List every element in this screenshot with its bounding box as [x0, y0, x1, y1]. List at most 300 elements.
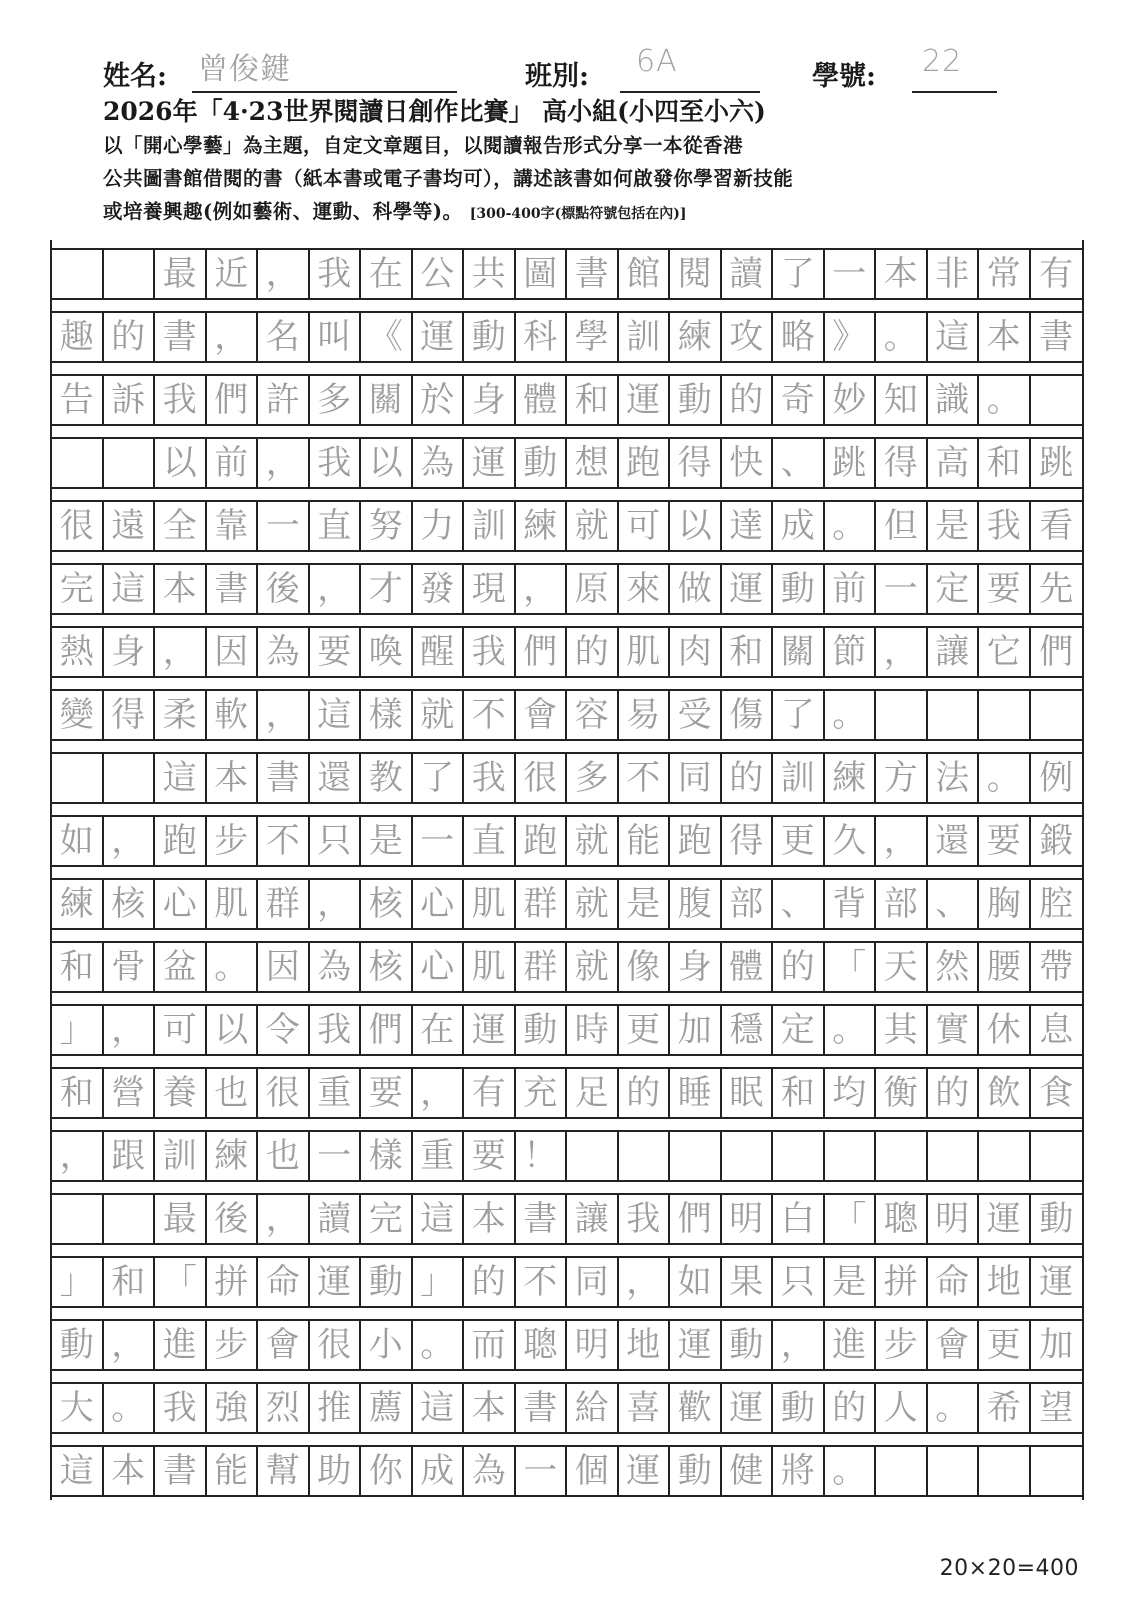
- grid-cell: 同: [567, 1258, 619, 1306]
- grid-cell: 。: [825, 691, 877, 739]
- grid-cell: 我: [979, 502, 1031, 550]
- grid-cell: 這: [928, 313, 980, 361]
- grid-cell: 識: [928, 376, 980, 424]
- grid-cell: 聰: [876, 1195, 928, 1243]
- grid-cell: 就: [567, 880, 619, 928]
- grid-cell: 群: [258, 880, 310, 928]
- grid-cell: 很: [310, 1321, 362, 1369]
- grid-cell: [1031, 376, 1083, 424]
- grid-cell: 「: [825, 1195, 877, 1243]
- grid-row: [52, 563, 1082, 615]
- grid-cell: 跑: [155, 817, 207, 865]
- grid-cell: 《: [361, 313, 413, 361]
- grid-cell: 多: [310, 376, 362, 424]
- grid-cell: 快: [722, 439, 774, 487]
- grid-cell: [104, 1195, 156, 1243]
- grid-cell: 的: [464, 1258, 516, 1306]
- grid-cell: 充: [516, 1069, 568, 1117]
- grid-cell: 個: [567, 1447, 619, 1495]
- grid-cell: 奇: [773, 376, 825, 424]
- grid-cell: 靠: [207, 502, 259, 550]
- grid-cell: 只: [773, 1258, 825, 1306]
- grid-cell: 推: [310, 1384, 362, 1432]
- grid-cell: 喜: [619, 1384, 671, 1432]
- grid-cell: 肌: [207, 880, 259, 928]
- grid-cell: 要: [310, 628, 362, 676]
- grid-row: [52, 689, 1082, 741]
- grid-cell: ！: [516, 1132, 568, 1180]
- grid-cell: 前: [825, 565, 877, 613]
- grid-cell: 例: [1039, 758, 1074, 798]
- grid-cell: 告: [52, 376, 104, 424]
- grid-cell: 做: [670, 565, 722, 613]
- grid-cell: ，: [258, 439, 310, 487]
- grid-cell: 步: [207, 1321, 259, 1369]
- grid-cell: 一: [413, 817, 465, 865]
- grid-cell: 如: [670, 1258, 722, 1306]
- grid-cell: 力: [413, 502, 465, 550]
- grid-cell: 讓: [928, 628, 980, 676]
- grid-cell: 關: [361, 376, 413, 424]
- grid-cell: 其: [876, 1006, 928, 1054]
- student-no-underline: [912, 91, 997, 93]
- grid-cell: 這: [104, 565, 156, 613]
- grid-cell: 也: [258, 1132, 310, 1180]
- grid-cell: 聰: [516, 1321, 568, 1369]
- grid-cell: ，: [516, 565, 568, 613]
- grid-cell: 能: [207, 1447, 259, 1495]
- grid-cell: 如: [52, 817, 104, 865]
- grid-cell: 「: [825, 943, 877, 991]
- class-value: 6A: [636, 44, 678, 79]
- grid-cell: 得: [104, 691, 156, 739]
- grid-cell: 一: [516, 1447, 568, 1495]
- grid-row: [52, 437, 1082, 489]
- grid-cell: 定: [773, 1006, 825, 1054]
- grid-row: [52, 500, 1082, 552]
- grid-cell: 趣: [52, 313, 104, 361]
- grid-cell: 為: [258, 628, 310, 676]
- grid-cell: 心: [413, 943, 465, 991]
- grid-cell: [979, 691, 1031, 739]
- grid-cell: ，: [619, 1258, 671, 1306]
- grid-cell: 成: [773, 502, 825, 550]
- grid-cell: 重: [310, 1069, 362, 1117]
- grid-cell: 「: [155, 1258, 207, 1306]
- grid-cell: 近: [207, 250, 259, 298]
- grid-cell: 傷: [722, 691, 774, 739]
- grid-cell: [825, 1132, 877, 1180]
- grid-cell: ，: [876, 628, 928, 676]
- grid-cell: 就: [413, 691, 465, 739]
- grid-cell: 我: [155, 1384, 207, 1432]
- grid-cell: 的: [825, 1384, 877, 1432]
- grid-cell: 書: [155, 1447, 207, 1495]
- grid-cell: 柔: [155, 691, 207, 739]
- grid-cell: 這: [413, 1195, 465, 1243]
- grid-cell: 。: [979, 754, 1031, 802]
- grid-cell: 教: [361, 754, 413, 802]
- grid-cell: 肌: [464, 943, 516, 991]
- grid-cell: 很: [258, 1069, 310, 1117]
- grid-cell: 的: [773, 943, 825, 991]
- grid-cell: 、: [773, 439, 825, 487]
- grid-cell: 的: [619, 1069, 671, 1117]
- grid-cell: 我: [310, 439, 362, 487]
- grid-cell: 練: [516, 502, 568, 550]
- grid-cell: 們: [670, 1195, 722, 1243]
- grid-cell: 跟: [104, 1132, 156, 1180]
- grid-cell: 大: [52, 1384, 104, 1432]
- grid-cell: 像: [619, 943, 671, 991]
- grid-cell: 實: [928, 1006, 980, 1054]
- grid-cell: 學: [567, 313, 619, 361]
- essay-grid: [50, 240, 1084, 1500]
- grid-cell: 也: [207, 1069, 259, 1117]
- grid-cell: 不: [619, 754, 671, 802]
- grid-cell: 還: [310, 754, 362, 802]
- grid-cell: 努: [361, 502, 413, 550]
- grid-cell: 加: [670, 1006, 722, 1054]
- grid-cell: 是: [928, 502, 980, 550]
- grid-cell: 書: [155, 313, 207, 361]
- form-header: [0, 0, 1131, 230]
- grid-cell: 為: [413, 439, 465, 487]
- grid-cell: 加: [1039, 1325, 1074, 1365]
- grid-row: [52, 941, 1082, 993]
- grid-cell: ，: [104, 817, 156, 865]
- grid-cell: 肉: [670, 628, 722, 676]
- grid-cell: 要: [464, 1132, 516, 1180]
- grid-cell: 可: [155, 1006, 207, 1054]
- grid-cell: 直: [310, 502, 362, 550]
- grid-cell: 群: [516, 943, 568, 991]
- grid-cell: 和: [773, 1069, 825, 1117]
- grid-cell: 讓: [567, 1195, 619, 1243]
- grid-cell: 一: [825, 250, 877, 298]
- grid-cell: 動: [464, 313, 516, 361]
- grid-cell: 訓: [773, 754, 825, 802]
- grid-row: [52, 1004, 1082, 1056]
- grid-cell: 果: [722, 1258, 774, 1306]
- grid-cell: 、: [773, 880, 825, 928]
- grid-cell: 明: [722, 1195, 774, 1243]
- grid-row: [52, 311, 1082, 363]
- grid-cell: 法: [928, 754, 980, 802]
- grid-cell: 這: [310, 691, 362, 739]
- grid-cell: 腔: [1039, 884, 1074, 924]
- grid-cell: ，: [258, 250, 310, 298]
- grid-cell: 拼: [207, 1258, 259, 1306]
- grid-cell: 這: [413, 1384, 465, 1432]
- grid-cell: 發: [413, 565, 465, 613]
- grid-cell: 部: [876, 880, 928, 928]
- grid-cell: 得: [670, 439, 722, 487]
- grid-cell: 為: [310, 943, 362, 991]
- grid-cell: 而: [464, 1321, 516, 1369]
- grid-cell: 運: [722, 565, 774, 613]
- grid-cell: 進: [155, 1321, 207, 1369]
- grid-cell: 軟: [207, 691, 259, 739]
- grid-cell: 。: [104, 1384, 156, 1432]
- grid-cell: 變: [52, 691, 104, 739]
- grid-cell: 但: [876, 502, 928, 550]
- grid-cell: 望: [1039, 1388, 1074, 1428]
- grid-cell: 運: [670, 1321, 722, 1369]
- grid-cell: 衡: [876, 1069, 928, 1117]
- grid-cell: 達: [722, 502, 774, 550]
- grid-cell: [876, 1132, 928, 1180]
- grid-cell: 。: [979, 376, 1031, 424]
- grid-cell: 將: [773, 1447, 825, 1495]
- grid-cell: 們: [516, 628, 568, 676]
- grid-cell: 館: [619, 250, 671, 298]
- grid-cell: 名: [258, 313, 310, 361]
- grid-cell: 核: [361, 943, 413, 991]
- grid-cell: 地: [979, 1258, 1031, 1306]
- grid-cell: 要: [361, 1069, 413, 1117]
- grid-cell: 運: [619, 376, 671, 424]
- student-no-value: 22: [922, 44, 963, 79]
- grid-cell: 的: [567, 628, 619, 676]
- grid-cell: 心: [155, 880, 207, 928]
- grid-cell: 動: [52, 1321, 104, 1369]
- grid-cell: [52, 439, 104, 487]
- grid-row: [52, 248, 1082, 300]
- grid-cell: [1031, 691, 1083, 739]
- grid-cell: 能: [619, 817, 671, 865]
- grid-cell: [1031, 1132, 1083, 1180]
- grid-cell: 妙: [825, 376, 877, 424]
- grid-cell: 書: [1039, 317, 1074, 357]
- grid-cell: 讀: [722, 250, 774, 298]
- instruction-line-2: 公共圖書館借閱的書（紙本書或電子書均可），講述該書如何啟發你學習新技能: [103, 167, 794, 190]
- grid-cell: 和: [52, 1069, 104, 1117]
- grid-cell: 一: [876, 565, 928, 613]
- grid-cell: 熱: [52, 628, 104, 676]
- grid-cell: [670, 1132, 722, 1180]
- grid-row: [52, 374, 1082, 426]
- grid-cell: 肌: [619, 628, 671, 676]
- grid-cell: 我: [464, 754, 516, 802]
- grid-row: [52, 1445, 1082, 1497]
- grid-cell: 書: [516, 1195, 568, 1243]
- grid-row: [52, 626, 1082, 678]
- grid-cell: 我: [464, 628, 516, 676]
- grid-cell: 步: [876, 1321, 928, 1369]
- grid-cell: 以: [361, 439, 413, 487]
- grid-cell: [1031, 1447, 1083, 1495]
- grid-row: [52, 1256, 1082, 1308]
- grid-cell: 完: [52, 565, 104, 613]
- grid-cell: 跳: [825, 439, 877, 487]
- grid-cell: 息: [1039, 1010, 1074, 1050]
- grid-cell: ，: [104, 1006, 156, 1054]
- grid-cell: 的: [722, 754, 774, 802]
- grid-cell: 》: [825, 313, 877, 361]
- grid-size-note: 20×20=400: [939, 1556, 1079, 1581]
- grid-cell: 核: [361, 880, 413, 928]
- grid-row: [52, 1319, 1082, 1371]
- grid-cell: 足: [567, 1069, 619, 1117]
- grid-cell: 體: [516, 376, 568, 424]
- grid-row: [52, 1193, 1082, 1245]
- grid-cell: 和: [567, 376, 619, 424]
- grid-cell: 共: [464, 250, 516, 298]
- grid-cell: 。: [825, 502, 877, 550]
- grid-cell: 本: [876, 250, 928, 298]
- grid-cell: 直: [464, 817, 516, 865]
- grid-cell: [567, 1132, 619, 1180]
- grid-cell: 本: [464, 1384, 516, 1432]
- grid-cell: 樣: [361, 691, 413, 739]
- grid-cell: 跑: [619, 439, 671, 487]
- grid-cell: 動: [670, 1447, 722, 1495]
- grid-cell: 、: [928, 880, 980, 928]
- grid-cell: [876, 1447, 928, 1495]
- grid-cell: 助: [310, 1447, 362, 1495]
- grid-cell: 在: [413, 1006, 465, 1054]
- grid-cell: 很: [52, 502, 104, 550]
- grid-cell: ，: [52, 1132, 104, 1180]
- grid-cell: [52, 1195, 104, 1243]
- grid-cell: 的: [722, 376, 774, 424]
- grid-cell: 骨: [104, 943, 156, 991]
- grid-cell: 飲: [979, 1069, 1031, 1117]
- grid-cell: 我: [619, 1195, 671, 1243]
- grid-cell: 薦: [361, 1384, 413, 1432]
- name-label: 姓名:: [103, 61, 167, 92]
- grid-cell: 時: [567, 1006, 619, 1054]
- grid-cell: 想: [567, 439, 619, 487]
- grid-cell: 拼: [876, 1258, 928, 1306]
- grid-cell: 了: [773, 250, 825, 298]
- grid-cell: 肌: [464, 880, 516, 928]
- grid-cell: 動: [1039, 1199, 1074, 1239]
- grid-cell: 體: [722, 943, 774, 991]
- grid-row: [52, 1067, 1082, 1119]
- grid-cell: 然: [928, 943, 980, 991]
- grid-cell: [104, 250, 156, 298]
- grid-cell: 許: [258, 376, 310, 424]
- grid-cell: 很: [516, 754, 568, 802]
- grid-cell: 幫: [258, 1447, 310, 1495]
- grid-cell: 跑: [516, 817, 568, 865]
- grid-cell: 書: [207, 565, 259, 613]
- grid-cell: 關: [773, 628, 825, 676]
- grid-cell: 現: [464, 565, 516, 613]
- grid-cell: 希: [979, 1384, 1031, 1432]
- instruction-line-1: 以「開心學藝」為主題，自定文章題目，以閱讀報告形式分享一本從香港: [103, 134, 744, 157]
- grid-cell: 一: [310, 1132, 362, 1180]
- grid-cell: [928, 691, 980, 739]
- grid-cell: 心: [413, 880, 465, 928]
- grid-cell: 喚: [361, 628, 413, 676]
- grid-cell: 不: [464, 691, 516, 739]
- grid-cell: 高: [928, 439, 980, 487]
- grid-cell: 看: [1039, 506, 1074, 546]
- grid-cell: 明: [567, 1321, 619, 1369]
- grid-cell: 運: [464, 1006, 516, 1054]
- grid-cell: 更: [979, 1321, 1031, 1369]
- grid-cell: 練: [825, 754, 877, 802]
- grid-cell: 略: [773, 313, 825, 361]
- grid-cell: 們: [207, 376, 259, 424]
- grid-cell: 的: [928, 1069, 980, 1117]
- grid-cell: 它: [979, 628, 1031, 676]
- grid-cell: 人: [876, 1384, 928, 1432]
- grid-cell: 地: [619, 1321, 671, 1369]
- grid-cell: 成: [413, 1447, 465, 1495]
- grid-cell: 公: [413, 250, 465, 298]
- grid-cell: 腰: [979, 943, 1031, 991]
- grid-cell: 白: [773, 1195, 825, 1243]
- grid-cell: 閱: [670, 250, 722, 298]
- grid-cell: 強: [207, 1384, 259, 1432]
- grid-cell: 是: [825, 1258, 877, 1306]
- grid-cell: 天: [876, 943, 928, 991]
- grid-cell: 睡: [670, 1069, 722, 1117]
- grid-cell: 讀: [310, 1195, 362, 1243]
- grid-cell: 常: [979, 250, 1031, 298]
- grid-cell: 易: [619, 691, 671, 739]
- name-value: 曾俊鍵: [198, 52, 291, 87]
- grid-cell: 我: [310, 250, 362, 298]
- word-count-note: [300-400字(標點符號包括在內)]: [469, 206, 687, 222]
- grid-cell: 運: [1039, 1262, 1074, 1302]
- grid-cell: ，: [104, 1321, 156, 1369]
- grid-cell: 以: [155, 439, 207, 487]
- grid-cell: 本: [464, 1195, 516, 1243]
- grid-cell: 休: [979, 1006, 1031, 1054]
- grid-row: [52, 1130, 1082, 1182]
- grid-cell: [104, 439, 156, 487]
- grid-cell: 動: [516, 439, 568, 487]
- grid-cell: 後: [258, 565, 310, 613]
- grid-cell: 運: [619, 1447, 671, 1495]
- grid-cell: 完: [361, 1195, 413, 1243]
- grid-cell: [876, 691, 928, 739]
- grid-cell: 還: [928, 817, 980, 865]
- grid-cell: 給: [567, 1384, 619, 1432]
- grid-cell: 練: [670, 313, 722, 361]
- grid-row: [52, 878, 1082, 930]
- grid-cell: 」: [413, 1258, 465, 1306]
- grid-cell: 身: [104, 628, 156, 676]
- grid-cell: 以: [207, 1006, 259, 1054]
- grid-cell: 練: [52, 880, 104, 928]
- grid-cell: 運: [310, 1258, 362, 1306]
- grid-cell: 叫: [310, 313, 362, 361]
- grid-cell: 才: [361, 565, 413, 613]
- grid-cell: 胸: [979, 880, 1031, 928]
- grid-cell: 練: [207, 1132, 259, 1180]
- grid-cell: 養: [155, 1069, 207, 1117]
- grid-cell: 跑: [670, 817, 722, 865]
- grid-cell: 得: [876, 439, 928, 487]
- grid-cell: 眠: [722, 1069, 774, 1117]
- grid-cell: 烈: [258, 1384, 310, 1432]
- grid-cell: 鍛: [1039, 821, 1074, 861]
- grid-cell: 一: [258, 502, 310, 550]
- grid-cell: 有: [464, 1069, 516, 1117]
- student-no-label: 學號:: [812, 61, 876, 92]
- grid-cell: 的: [104, 313, 156, 361]
- grid-cell: 均: [825, 1069, 877, 1117]
- grid-cell: 穩: [722, 1006, 774, 1054]
- grid-cell: ，: [310, 880, 362, 928]
- grid-cell: 和: [104, 1258, 156, 1306]
